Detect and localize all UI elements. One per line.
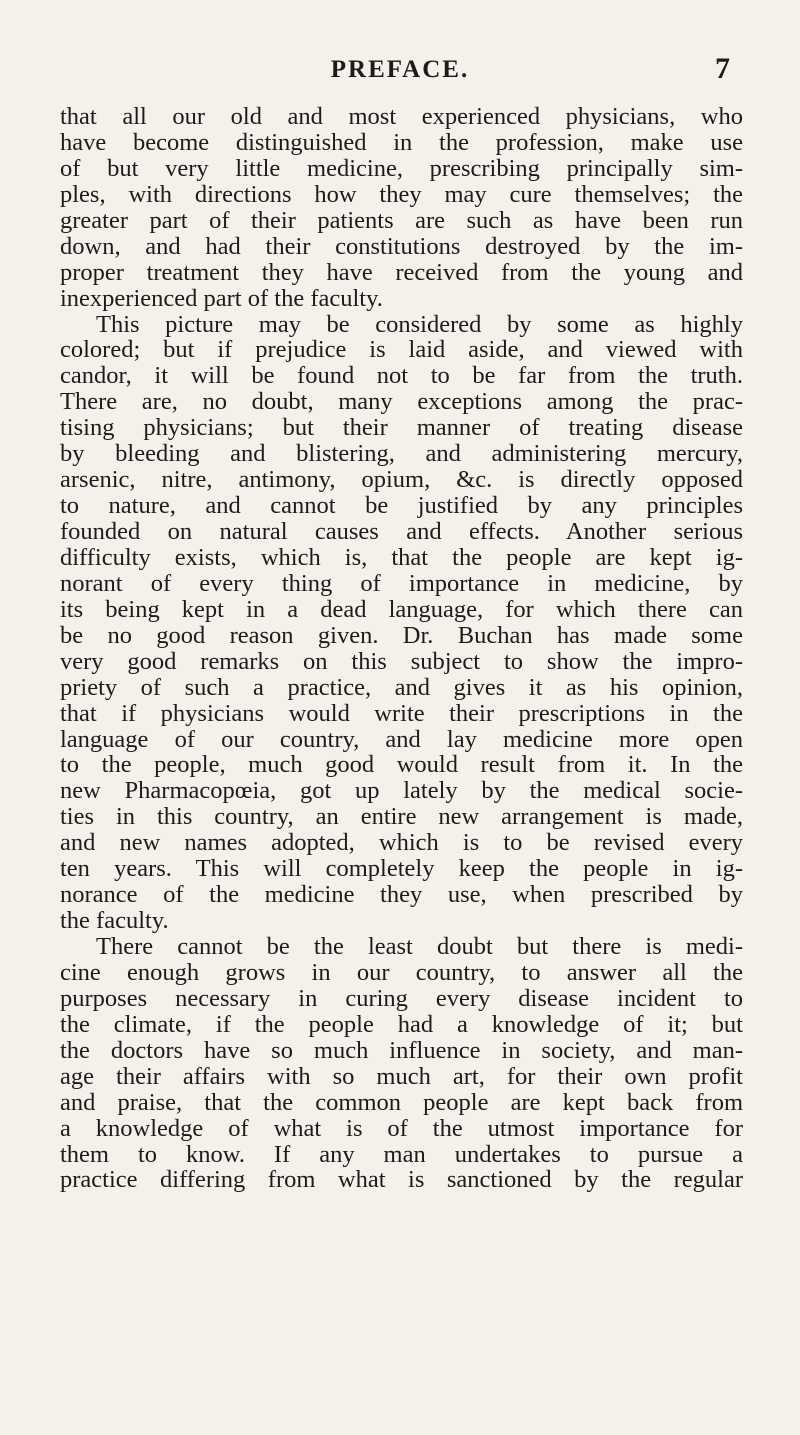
text-line: ples, with directions how they may cure themselves; the — [60, 180, 743, 208]
text-line: have become distinguished in the profession, make use — [60, 128, 743, 156]
text-line: inexperienced part of the faculty. — [60, 284, 383, 312]
text-line: cine enough grows in our country, to answer all the — [60, 958, 743, 986]
text-line: to the people, much good would result from it. In the — [60, 751, 743, 779]
text-line: norant of every thing of importance in medicine, by — [60, 569, 743, 597]
text-line: difficulty exists, which is, that the people are kept ig- — [60, 543, 743, 571]
text-line: by bleeding and blistering, and administering mercury, — [60, 440, 743, 468]
body-text — [60, 104, 743, 1193]
text-line: ties in this country, an entire new arrangement is made, — [60, 803, 743, 831]
text-line: to nature, and cannot be justified by any principles — [60, 492, 743, 520]
text-line: its being kept in a dead language, for which there can — [60, 595, 743, 623]
text-line: a knowledge of what is of the utmost importance for — [60, 1114, 743, 1142]
text-line: arsenic, nitre, antimony, opium, &c. is directly opposed — [60, 466, 743, 494]
text-line: them to know. If any man undertakes to pursue a — [60, 1140, 743, 1168]
text-line: very good remarks on this subject to show the impro- — [60, 647, 743, 675]
text-line: that if physicians would write their prescriptions in the — [60, 699, 743, 727]
text-line: that all our old and most experienced physicians, who — [60, 103, 743, 130]
text-line: new Pharmacopœia, got up lately by the medical socie- — [60, 777, 743, 805]
text-line: tising physicians; but their manner of treating disease — [60, 414, 743, 442]
page-header — [0, 52, 800, 90]
text-line: the faculty. — [60, 907, 169, 935]
text-line: priety of such a practice, and gives it as his opinion, — [60, 673, 743, 701]
text-line: and new names adopted, which is to be revised every — [60, 829, 743, 857]
text-line: candor, it will be found not to be far from the truth. — [60, 362, 743, 390]
text-line: greater part of their patients are such as have been run — [60, 206, 743, 234]
text-line: purposes necessary in curing every disease incident to — [60, 984, 743, 1012]
text-line: language of our country, and lay medicine more open — [60, 725, 743, 753]
text-line: be no good reason given. Dr. Buchan has made some — [60, 621, 743, 649]
text-line: norance of the medicine they use, when prescribed by — [60, 881, 743, 909]
text-line: the climate, if the people had a knowledge of it; but — [60, 1010, 743, 1038]
text-line: practice differing from what is sanctioned by the regular — [60, 1166, 743, 1194]
text-line: of but very little medicine, prescribing principally sim- — [60, 154, 743, 182]
text-line: This picture may be considered by some as highly — [96, 310, 743, 338]
running-title: PREFACE. — [330, 56, 470, 83]
text-line: colored; but if prejudice is laid aside, and viewed with — [60, 336, 743, 364]
text-line: and praise, that the common people are kept back from — [60, 1088, 743, 1116]
text-line: age their affairs with so much art, for their own profit — [60, 1062, 743, 1090]
text-line: down, and had their constitutions destroyed by the im- — [60, 232, 743, 260]
text-line: proper treatment they have received from the young and — [60, 258, 743, 286]
text-line: There cannot be the least doubt but there is medi- — [96, 933, 743, 960]
text-line: ten years. This will completely keep the people in ig- — [60, 855, 743, 883]
text-line: the doctors have so much influence in society, and man- — [60, 1036, 743, 1064]
text-line: There are, no doubt, many exceptions among the prac- — [60, 388, 743, 416]
page-number: 7 — [715, 52, 730, 85]
text-line: founded on natural causes and effects. Another serious — [60, 518, 743, 545]
